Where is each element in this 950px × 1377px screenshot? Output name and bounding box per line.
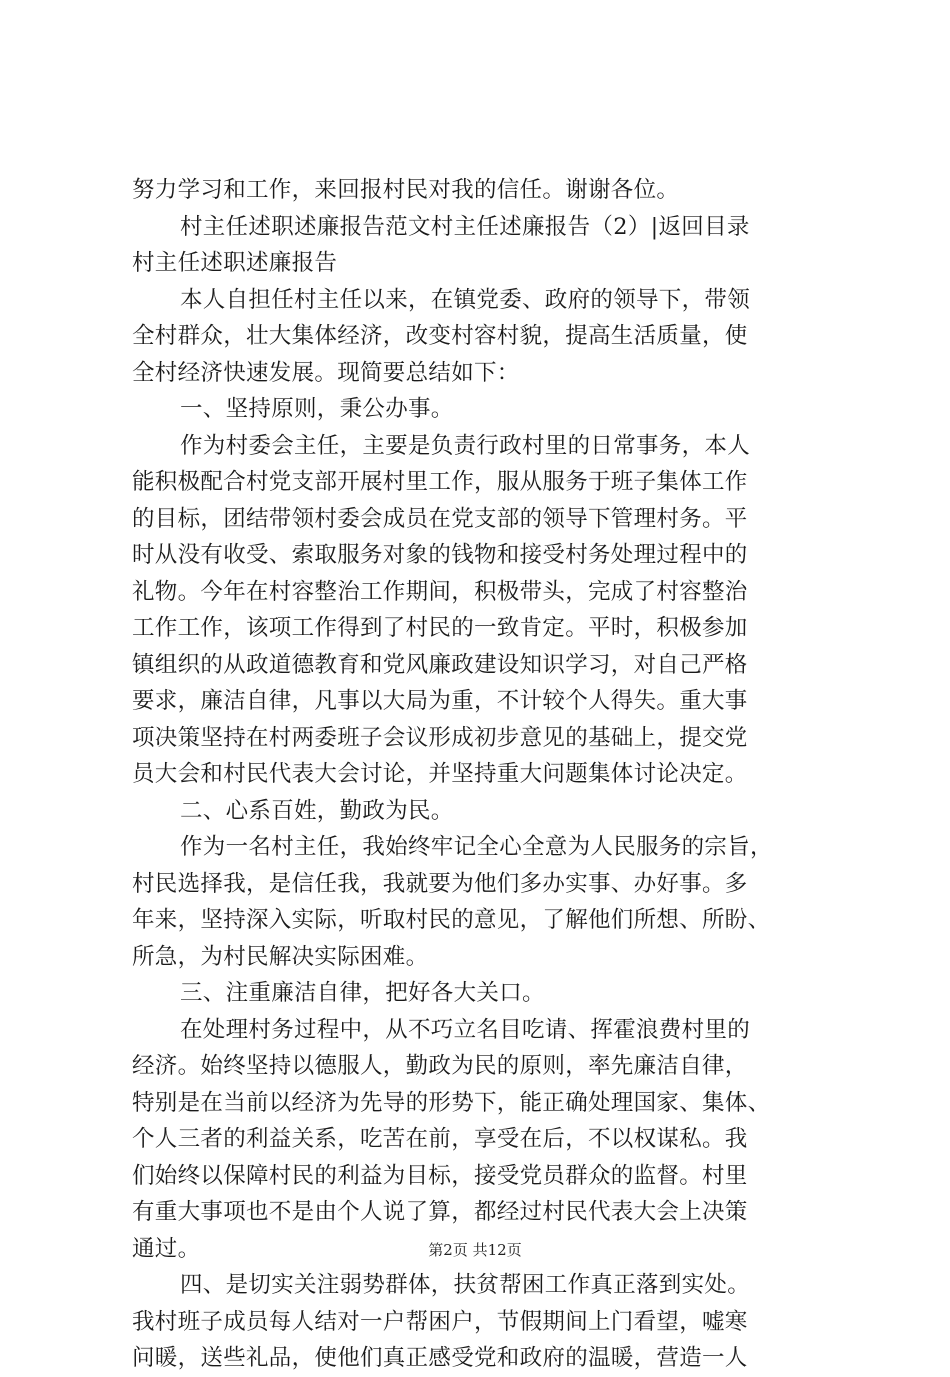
text-line: 努力学习和工作，来回报村民对我的信任。谢谢各位。 — [132, 177, 680, 203]
text-line: 时从没有收受、索取服务对象的钱物和接受村务处理过程中的 — [132, 542, 748, 568]
text-line: 所急，为村民解决实际困难。 — [132, 943, 429, 970]
text-line: 经济。始终坚持以德服人，勤政为民的原则，率先廉洁自律， — [132, 1053, 748, 1079]
text-line: 员大会和村民代表大会讨论，并坚持重大问题集体讨论决定。 — [132, 761, 748, 787]
text-line: 村民选择我，是信任我，我就要为他们多办实事、办好事。多 — [132, 870, 748, 897]
text-line: 年来，坚持深入实际，听取村民的意见，了解他们所想、所盼、 — [132, 907, 771, 933]
text-line: 村主任述职述廉报告 — [132, 250, 338, 276]
text-line: 镇组织的从政道德教育和党风廉政建设知识学习，对自己严格 — [132, 651, 748, 678]
text-line: 的目标，团结带领村委会成员在党支部的领导下管理村务。平 — [132, 505, 748, 532]
text-line: 一、坚持原则，秉公办事。 — [180, 396, 454, 422]
text-line: 全村经济快速发展。现简要总结如下： — [132, 359, 520, 386]
text-line: 要求，廉洁自律，凡事以大局为重，不计较个人得失。重大事 — [132, 688, 748, 714]
text-line: 能积极配合村党支部开展村里工作，服从服务于班子集体工作 — [132, 469, 748, 495]
text-line: 通过。 — [132, 1235, 201, 1262]
text-line: 本人自担任村主任以来，在镇党委、政府的领导下，带领 — [180, 286, 751, 313]
text-line: 全村群众，壮大集体经济，改变村容村貌，提高生活质量，使 — [132, 323, 748, 349]
text-line: 作为一名村主任，我始终牢记全心全意为人民服务的宗旨， — [180, 834, 773, 860]
text-line: 三、注重廉洁自律，把好各大关口。 — [180, 980, 545, 1006]
text-line: 工作工作，该项工作得到了村民的一致肯定。平时，积极参加 — [132, 615, 748, 641]
text-line: 作为村委会主任，主要是负责行政村里的日常事务，本人 — [180, 432, 751, 459]
text-line: 村主任述职述廉报告范文村主任述廉报告（2）|返回目录 — [180, 213, 750, 240]
text-line: 们始终以保障村民的利益为目标，接受党员群众的监督。村里 — [132, 1162, 748, 1189]
text-line: 礼物。今年在村容整治工作期间，积极带头，完成了村容整治 — [132, 578, 748, 605]
document-body — [132, 172, 832, 1377]
page-footer: 第2页 共12页 — [428, 1241, 522, 1259]
text-line: 问暖，送些礼品，使他们真正感受党和政府的温暖，营造一人 — [132, 1345, 748, 1371]
text-line: 在处理村务过程中，从不巧立名目吃请、挥霍浪费村里的 — [180, 1016, 751, 1043]
text-line: 特别是在当前以经济为先导的形势下，能正确处理国家、集体、 — [132, 1089, 771, 1116]
text-line: 我村班子成员每人结对一户帮困户，节假期间上门看望，嘘寒 — [132, 1308, 748, 1335]
text-line: 二、心系百姓，勤政为民。 — [180, 797, 454, 824]
text-line: 四、是切实关注弱势群体，扶贫帮困工作真正落到实处。 — [180, 1272, 751, 1298]
text-line: 有重大事项也不是由个人说了算，都经过村民代表大会上决策 — [132, 1199, 748, 1225]
text-line: 项决策坚持在村两委班子会议形成初步意见的基础上，提交党 — [132, 724, 748, 751]
text-line: 个人三者的利益关系，吃苦在前，享受在后，不以权谋私。我 — [132, 1126, 748, 1152]
